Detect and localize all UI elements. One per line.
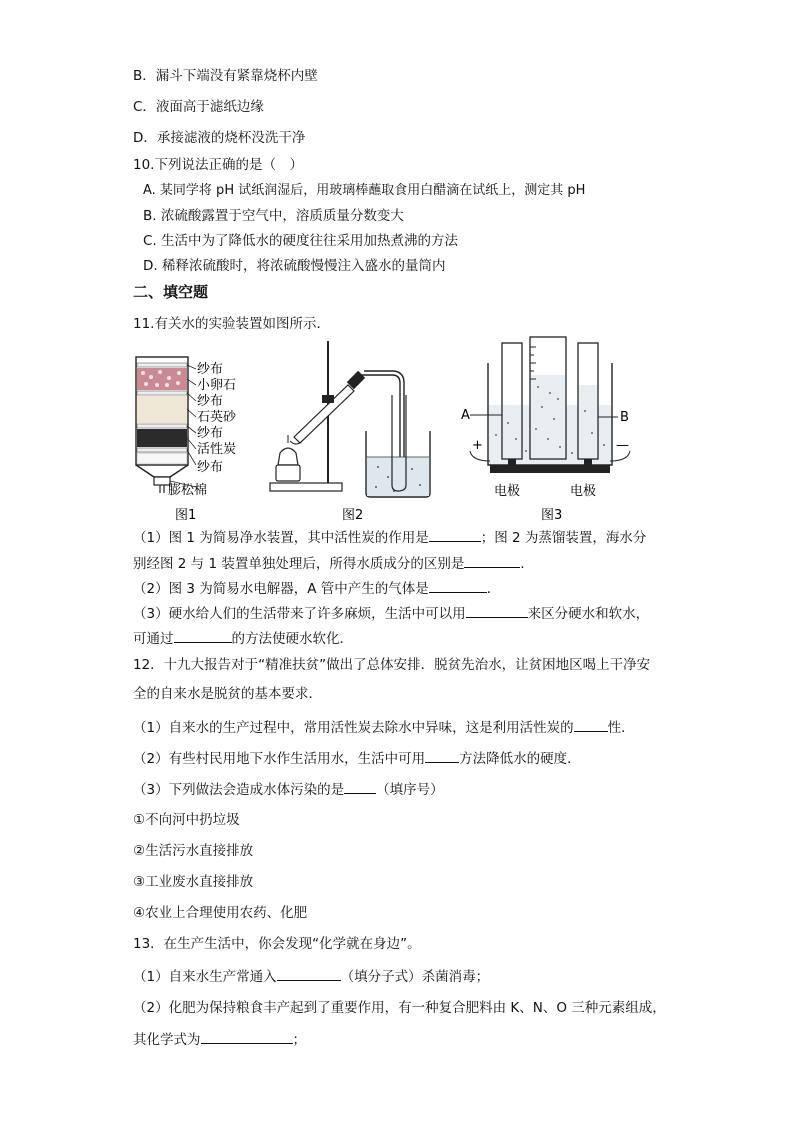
q12-blank-2[interactable] <box>425 748 459 763</box>
fig1-purifier <box>136 357 237 498</box>
q9-option-b: B．漏斗下端没有紧靠烧杯内壁 <box>133 68 318 84</box>
fig3-electrode-left <box>508 459 516 465</box>
fig1-activated-carbon <box>137 429 187 447</box>
q11-figure-svg <box>130 335 635 525</box>
caption-fig3: 图3 <box>541 508 563 523</box>
q11-part2: （2）图 3 为简易水电解器，A 管中产生的气体是 ． <box>133 578 500 599</box>
q13-part2-line1: （2）化肥为保持粮食丰产起到了重要作用，有一种复合肥料由 K、N、O 三种元素组成， <box>133 1000 666 1016</box>
q11-part3-line1: （3）硬水给人们的生活带来了许多麻烦，生活中可以用 来区分硬水和软水， <box>133 603 649 624</box>
fig3-label-electrode-right: 电极 <box>570 484 597 499</box>
q10-option-d: D. 稀释浓硫酸时，将浓硫酸慢慢注入盛水的量筒内 <box>143 258 446 274</box>
fig2-water <box>367 457 429 496</box>
fig1-cotton <box>137 453 187 464</box>
fig2-test-tube <box>294 385 354 443</box>
fig1-gauze-4 <box>137 448 187 452</box>
q12-part3: （3）下列做法会造成水体污染的是 （填序号） <box>133 779 444 800</box>
q13-blank-2[interactable] <box>201 1029 293 1044</box>
q12-option-2: ②生活污水直接排放 <box>133 843 254 859</box>
q12-stem-line2: 全的自来水是脱贫的基本要求． <box>133 686 322 702</box>
q11-blank-5[interactable] <box>174 628 232 643</box>
q11-figure <box>130 335 635 525</box>
fig3-label-electrode-left: 电极 <box>494 484 521 499</box>
q11-part3-line2: 可通过 的方法使硬水软化． <box>133 628 353 649</box>
q12-option-3: ③工业废水直接排放 <box>133 874 254 890</box>
fig1-label-quartz: 石英砂 <box>197 410 237 425</box>
q9-option-d: D．承接滤液的烧杯没洗干净 <box>133 130 306 146</box>
q11-blank-3[interactable] <box>429 578 487 593</box>
fig3-label-b: B <box>620 410 629 425</box>
fig3-base <box>490 465 610 473</box>
q10-option-a: A. 某同学将 pH 试纸润湿后，用玻璃棒蘸取食用白醋滴在试纸上，测定其 pH <box>143 183 586 198</box>
fig1-label-gauze-2: 纱布 <box>197 394 224 409</box>
q11-stem: 11.有关水的实验装置如图所示． <box>133 316 330 332</box>
q10-stem: 10.下列说法正确的是（ ） <box>133 157 303 173</box>
q9-option-c: C．液面高于滤纸边缘 <box>133 99 264 115</box>
fig1-gauze-1 <box>137 363 187 367</box>
q13-part1: （1）自来水生产常通入 （填分子式）杀菌消毒； <box>133 966 489 987</box>
q11-part1-line2: 别经图 2 与 1 装置单独处理后，所得水质成分的区别是 ． <box>133 553 534 574</box>
fig3-electrode-right <box>584 459 592 465</box>
fig1-label-pebbles: 小卵石 <box>197 378 237 393</box>
caption-fig2: 图2 <box>342 508 364 523</box>
fig1-label-gauze-3: 纱布 <box>197 426 224 441</box>
q12-stem-line1: 12．十九大报告对于“精准扶贫”做出了总体安排．脱贫先治水，让贫困地区喝上干净安 <box>133 657 651 673</box>
fig1-gauze-3 <box>137 424 187 428</box>
fig1-bottle-neck <box>136 465 188 477</box>
q13-blank-1[interactable] <box>277 966 341 981</box>
q12-blank-1[interactable] <box>574 717 608 732</box>
q12-part1: （1）自来水的生产过程中，常用活性炭去除水中异味，这是利用活性炭的 性． <box>133 717 635 738</box>
q12-option-4: ④农业上合理使用农药、化肥 <box>133 905 308 921</box>
fig2-distillation <box>270 341 430 497</box>
q12-blank-3[interactable] <box>344 779 376 794</box>
q11-blank-1[interactable] <box>429 527 481 542</box>
q11-blank-2[interactable] <box>464 553 520 568</box>
caption-fig1: 图1 <box>175 508 197 523</box>
fig1-quartz-sand <box>137 396 187 423</box>
fig3-minus-sign: — <box>616 438 629 453</box>
q13-stem: 13．在生产生活中，你会发现“化学就在身边”。 <box>133 936 421 952</box>
q10-option-c: C. 生活中为了降低水的硬度往往采用加热煮沸的方法 <box>143 233 459 249</box>
fig2-stand-base <box>270 483 342 491</box>
fig3-electrolysis <box>461 337 630 499</box>
fig1-gauze-2 <box>137 391 187 395</box>
q11-blank-4[interactable] <box>466 603 528 618</box>
q11-part1-line1: （1）图 1 为简易净水装置，其中活性炭的作用是 ；图 2 为蒸馏装置，海水分 <box>133 527 646 548</box>
q13-part2-line2: 其化学式为 ； <box>133 1029 306 1050</box>
fig3-plus-sign: + <box>472 438 483 453</box>
fig3-label-a: A <box>461 408 470 423</box>
q12-option-1: ①不向河中扔垃圾 <box>133 812 240 828</box>
fig1-label-carbon: 活性炭 <box>197 442 237 457</box>
fig2-lamp <box>278 448 298 465</box>
fig2-clamp <box>322 395 334 403</box>
fig1-label-gauze-top: 纱布 <box>197 362 224 377</box>
section-title: 二、填空题 <box>133 283 209 301</box>
q12-part2: （2）有些村民用地下水作生活用水，生活中可用 方法降低水的硬度． <box>133 748 581 769</box>
q10-option-b: B. 浓硫酸露置于空气中，溶质质量分数变大 <box>143 208 404 224</box>
fig1-label-cotton: 膨松棉 <box>168 483 208 498</box>
fig1-label-gauze-4: 纱布 <box>197 460 224 475</box>
